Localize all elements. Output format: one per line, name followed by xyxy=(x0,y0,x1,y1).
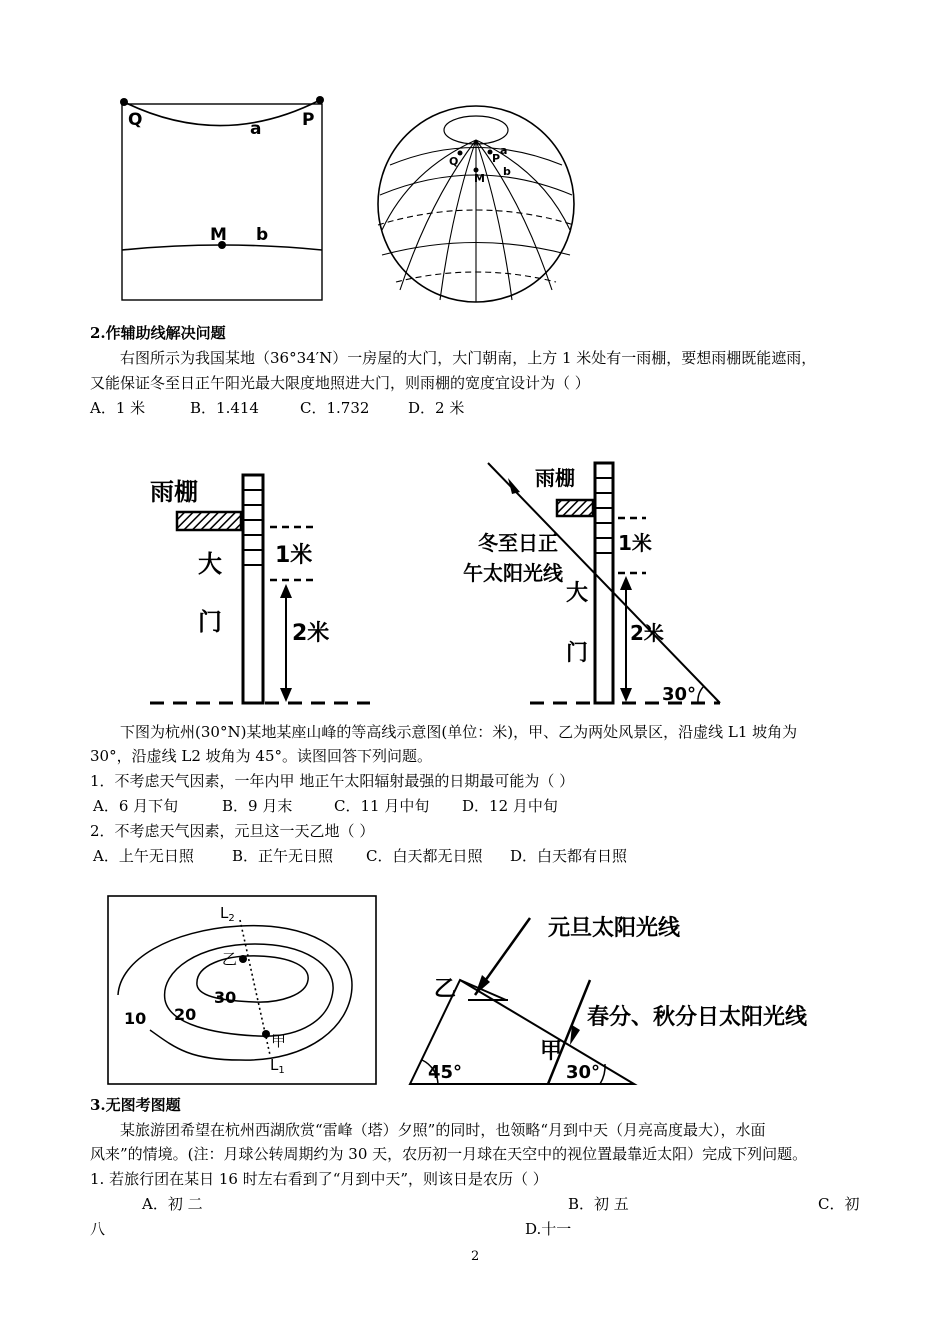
hangzhou-question-2: 2．不考虑天气因素，元旦这一天乙地（ ） xyxy=(90,822,375,840)
q2-option-b: B．正午无日照 xyxy=(232,847,334,865)
angle-45-label: 45° xyxy=(428,1062,463,1083)
label-q: Q xyxy=(128,110,143,130)
height-2m-label-right: 2米 xyxy=(630,621,664,645)
section2-paragraph-line1: 右图所示为我国某地（36°34′N）一房屋的大门，大门朝南，上方 1 米处有一雨棚，要想雨棚既能遮雨， xyxy=(120,349,817,367)
label-a: a xyxy=(250,119,262,139)
section3-option-c-part1: C．初 xyxy=(818,1195,860,1213)
q2-option-d: D．白天都有日照 xyxy=(510,847,628,865)
contour-10-label: 10 xyxy=(124,1009,147,1028)
section2-heading: 2.作辅助线解决问题 xyxy=(90,324,226,342)
height-1m-label: 1米 xyxy=(275,543,313,568)
q1-option-b: B．9 月末 xyxy=(222,797,293,815)
contour-30-label: 30 xyxy=(214,988,237,1007)
l2-label: L xyxy=(220,904,229,922)
section3-paragraph-line1: 某旅游团希望在杭州西湖欣赏“雷峰（塔）夕照”的同时，也领略“月到中天（月亮高度最大），水面 xyxy=(120,1121,766,1139)
globe-label-m: M xyxy=(474,172,485,185)
contour-20-label: 20 xyxy=(174,1005,197,1024)
section2-option-d: D．2 米 xyxy=(408,399,465,417)
equinox-sunlight-label: 春分、秋分日太阳光线 xyxy=(587,1005,808,1030)
hangzhou-question-1: 1．不考虑天气因素，一年内甲 地正午太阳辐射最强的日期最可能为（ ） xyxy=(90,772,575,790)
section2-option-c: C．1.732 xyxy=(300,399,370,417)
q1-option-d: D．12 月中旬 xyxy=(462,797,558,815)
l1-label: L xyxy=(270,1056,279,1074)
door-label-1: 大 xyxy=(198,550,222,578)
angle-30-label-2: 30° xyxy=(566,1062,601,1083)
hangzhou-intro-line2: 30°，沿虚线 L2 坡角为 45°。读图回答下列问题。 xyxy=(90,747,432,765)
label-p: P xyxy=(302,110,315,130)
section3-paragraph-line2: 风来”的情境。(注：月球公转周期约为 30 天，农历初一月球在天空中的视位置最靠近太阳）完成下列问题。 xyxy=(90,1145,808,1163)
q1-option-a: A．6 月下旬 xyxy=(93,797,179,815)
height-1m-label-right: 1米 xyxy=(618,531,652,555)
q2-option-c: C．白天都无日照 xyxy=(366,847,483,865)
globe-label-b: b xyxy=(503,165,511,178)
triangle-yi-label: 乙 xyxy=(434,977,457,1002)
q2-option-a: A．上午无日照 xyxy=(93,847,194,865)
label-b: b xyxy=(256,225,269,245)
winter-solstice-label-2: 午太阳光线 xyxy=(463,561,563,585)
canopy-label-right: 雨棚 xyxy=(535,466,575,490)
page-number: 2 xyxy=(471,1249,480,1264)
section2-paragraph-line2: 又能保证冬至日正午阳光最大限度地照进大门，则雨棚的宽度宜设计为（ ） xyxy=(90,374,590,392)
section3-option-c-part2: 八 xyxy=(90,1220,106,1238)
section3-option-a: A．初 二 xyxy=(142,1195,203,1213)
section2-option-a: A．1 米 xyxy=(90,399,146,417)
canopy-label: 雨棚 xyxy=(150,478,198,506)
label-m: M xyxy=(210,225,227,245)
section2-option-b: B．1.414 xyxy=(190,399,259,417)
new-year-sunlight-label: 元旦太阳光线 xyxy=(548,916,681,941)
yi-label: 乙 xyxy=(222,950,238,968)
section3-heading: 3.无图考图题 xyxy=(90,1096,181,1114)
triangle-jia-label: 甲 xyxy=(540,1039,563,1064)
angle-30-label: 30° xyxy=(662,684,697,705)
q1-option-c: C．11 月中旬 xyxy=(334,797,430,815)
section3-question-1: 1. 若旅行团在某日 16 时左右看到了“月到中天”，则该日是农历（ ） xyxy=(90,1170,548,1188)
door-label-2: 门 xyxy=(198,608,222,636)
height-2m-label: 2米 xyxy=(292,621,330,646)
section3-option-b: B．初 五 xyxy=(568,1195,629,1213)
globe-label-q: Q xyxy=(449,155,459,168)
winter-solstice-label-1: 冬至日正 xyxy=(478,531,558,555)
globe-label-a: a xyxy=(500,144,508,157)
jia-label: 甲 xyxy=(271,1032,287,1050)
hangzhou-intro-line1: 下图为杭州(30°N)某地某座山峰的等高线示意图(单位：米)，甲、乙为两处风景区，沿虚线 L1 坡角为 xyxy=(120,723,798,741)
l2-sub: 2 xyxy=(228,913,235,924)
globe-label-p: P xyxy=(492,152,501,165)
door-label-right-2: 门 xyxy=(566,641,589,666)
section3-option-d: D.十一 xyxy=(525,1220,572,1238)
l1-sub: 1 xyxy=(278,1065,285,1076)
door-label-right-1: 大 xyxy=(566,581,589,606)
